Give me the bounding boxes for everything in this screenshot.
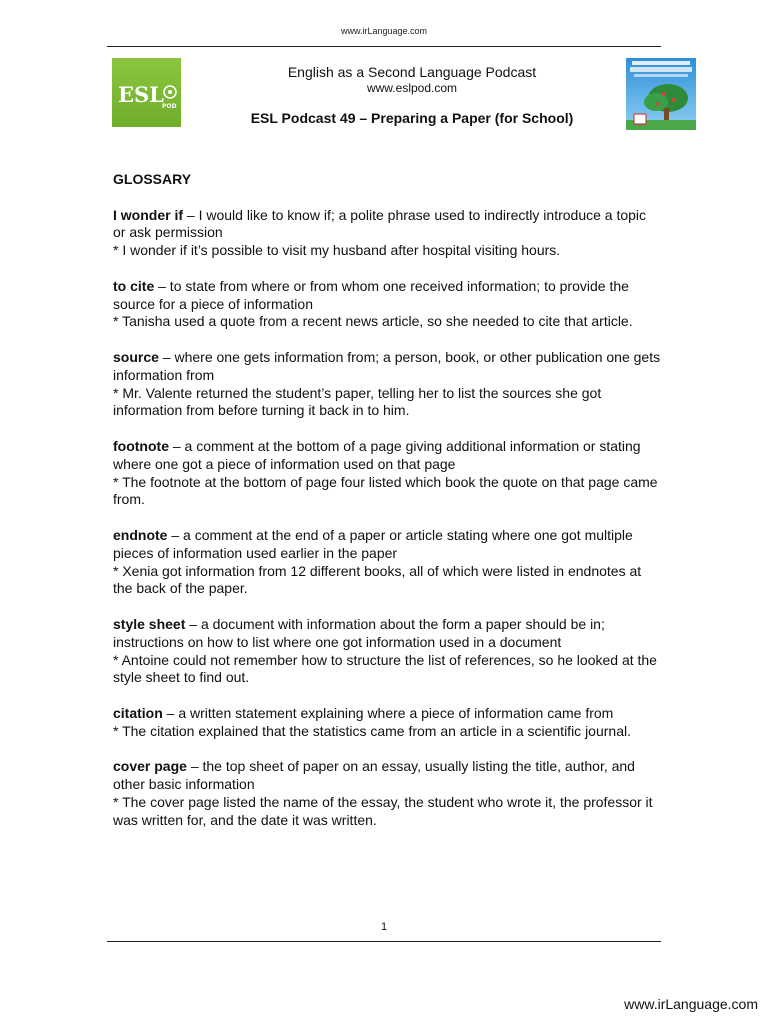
glossary-term: source (113, 348, 159, 365)
glossary-entry (113, 758, 661, 829)
eslpod-logo-text: ESL (118, 82, 164, 107)
glossary-example: * The footnote at the bottom of page four listed which book the quote on that page came from. (113, 473, 658, 508)
eslpod-logo (112, 58, 181, 127)
glossary-definition: – where one gets information from; a person, book, or other publication one gets information from (113, 348, 661, 383)
glossary-term: cover page (113, 758, 187, 775)
top-url[interactable]: www.irLanguage.com (340, 26, 428, 36)
glossary-entry (113, 616, 661, 687)
glossary-term: footnote (113, 437, 169, 454)
glossary-entry (113, 527, 661, 598)
glossary-example: * Xenia got information from 12 different books, all of which were listed in endnotes at the back of the paper. (113, 562, 642, 597)
glossary-definition: – the top sheet of paper on an essay, usually listing the title, author, and other basic information (113, 758, 635, 793)
glossary-definition: – to state from where or from whom one received information; to provide the source for a piece of information (113, 277, 629, 312)
glossary-entry (113, 438, 661, 509)
glossary-term: to cite (113, 277, 155, 294)
header-rule (107, 46, 661, 47)
glossary-entry (113, 207, 661, 260)
glossary-example: * I wonder if it’s possible to visit my husband after hospital visiting hours. (113, 242, 561, 259)
footer-url[interactable]: www.irLanguage.com (624, 996, 758, 1012)
glossary-example: * Mr. Valente returned the student’s paper, telling her to list the sources she got information from before turning it back in to him. (113, 384, 602, 419)
page-number: 1 (380, 921, 388, 933)
glossary-term: citation (113, 704, 163, 721)
glossary-entry (113, 349, 661, 420)
glossary-definition: – a comment at the bottom of a page giving additional information or stating where one got a piece of information used on that page (113, 437, 641, 472)
footer-rule (107, 941, 661, 942)
glossary-definition: – a written statement explaining where a piece of information came from (162, 704, 614, 721)
irlanguage-logo (626, 58, 696, 130)
glossary-example: * The citation explained that the statistics came from an article in a scientific journal. (113, 722, 631, 739)
glossary-term: I wonder if (113, 206, 183, 223)
podcast-header (220, 64, 604, 127)
podcast-url[interactable]: www.eslpod.com (366, 81, 458, 95)
glossary-section (113, 171, 661, 847)
glossary-definition: – a comment at the end of a paper or article stating where one got multiple pieces of information used earlier in the paper (113, 526, 633, 561)
podcast-name: English as a Second Language Podcast (287, 64, 537, 80)
episode-title: ESL Podcast 49 – Preparing a Paper (for School) (250, 110, 574, 126)
eslpod-logo-badge: POD (162, 103, 177, 110)
glossary-definition: – I would like to know if; a polite phrase used to indirectly introduce a topic or ask permission (113, 206, 647, 241)
glossary-definition: – a document with information about the form a paper should be in; instructions on how to list where one got information used in a document (113, 615, 605, 650)
glossary-title: GLOSSARY (113, 171, 192, 187)
glossary-example: * Antoine could not remember how to structure the list of references, so he looked at the style sheet to find out. (113, 651, 657, 686)
glossary-entry (113, 278, 661, 331)
glossary-example: * Tanisha used a quote from a recent news article, so she needed to cite that article. (113, 313, 633, 330)
glossary-example: * The cover page listed the name of the essay, the student who wrote it, the professor it was written for, and the date it was written. (113, 793, 653, 828)
glossary-entry (113, 705, 661, 741)
glossary-term: style sheet (113, 615, 186, 632)
glossary-term: endnote (113, 526, 168, 543)
